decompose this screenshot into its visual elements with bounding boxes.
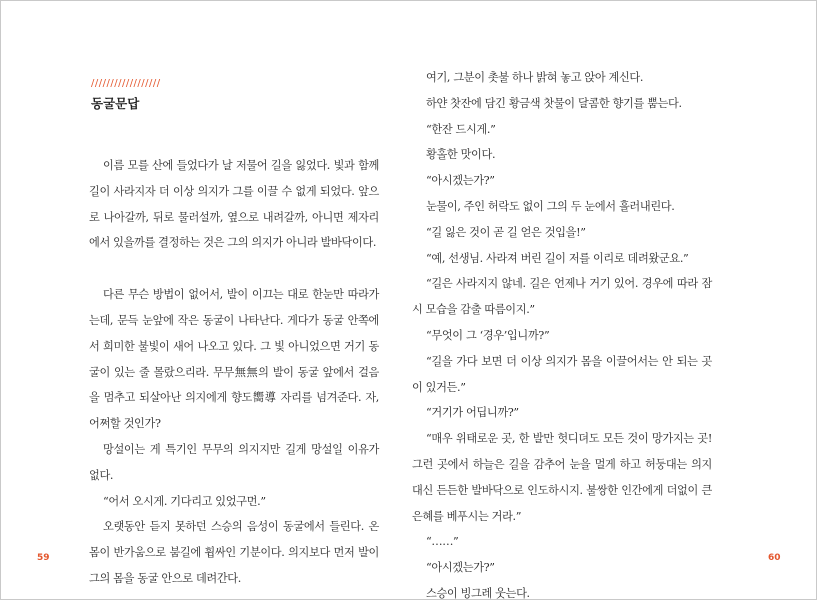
paragraph-gap [89, 256, 379, 282]
section-heading: 동굴문답 [91, 96, 140, 111]
paragraph: “매우 위태로운 곳, 한 발만 헛디뎌도 모든 것이 망가지는 곳! 그런 곳에서 하늘은 길을 감추어 눈을 멀게 하고 허둥대는 의지 대신 든든한 발바닥으로 인도하시지. 불쌍한 인간에게 더없이 큰 은혜를 베푸시는 거라.” [412, 432, 712, 523]
section-decoration: ////////////////// [91, 78, 161, 89]
paragraph: “무엇이 그 ‘경우’입니까?” [426, 328, 550, 342]
paragraph: 다른 무슨 방법이 없어서, 발이 이끄는 대로 한눈만 따라가는데, 문득 눈앞에 작은 동굴이 나타난다. 게다가 동굴 안쪽에서 희미한 불빛이 새어 나오고 있다. 그 빛 아니었으면 거기 동굴이 있는 줄 몰랐으리라. 무무無無의 발이 동굴 앞에서 걸음을 멈추고 되살아난 의지에게 향도嚮導 자리를 넘겨준다. 자, 어쩌할 것인가? [89, 288, 379, 431]
paragraph: 황홀한 맛이다. [426, 148, 496, 162]
paragraph: 눈물이, 주인 허락도 없이 그의 두 눈에서 흘러내린다. [426, 199, 675, 213]
right-body-text [412, 65, 712, 607]
paragraph: “아시겠는가?” [426, 561, 495, 575]
paragraph: “길은 사라지지 않네. 길은 언제나 거기 있어. 경우에 따라 잠시 모습을 감출 따름이지.” [412, 277, 712, 317]
paragraph: 하얀 찻잔에 담긴 황금색 찻물이 달콤한 향기를 뿜는다. [426, 96, 682, 110]
paragraph: “길을 가다 보면 더 이상 의지가 몸을 이끌어서는 안 되는 곳이 있거든.” [412, 354, 712, 394]
paragraph: “……” [426, 535, 459, 549]
paragraph: “한잔 드시게.” [426, 122, 496, 136]
left-page [1, 1, 411, 599]
paragraph: “어서 오시게. 기다리고 있었구먼.” [103, 494, 266, 508]
page-number: 60 [768, 553, 781, 563]
paragraph: 여기, 그분이 촛불 하나 밝혀 놓고 앉아 계신다. [426, 71, 644, 84]
paragraph: 이름 모를 산에 들었다가 날 저물어 길을 잃었다. 빛과 함께 길이 사라지자 더 이상 의지가 그를 이끌 수 없게 되었다. 앞으로 나아갈까, 뒤로 물러설까, 옆으로 내려갈까, 아니면 제자리에서 있을까를 결정하는 것은 그의 의지가 아니라 발바닥이다. [89, 159, 379, 250]
page-number: 59 [37, 553, 50, 563]
right-page [411, 1, 818, 599]
paragraph: “예, 선생님. 사라져 버린 길이 저를 이리로 데려왔군요.” [426, 251, 689, 265]
paragraph: 스승이 빙그레 웃는다. [426, 586, 530, 600]
paragraph: “아시겠는가?” [426, 174, 495, 188]
paragraph: “거기가 어딥니까?” [426, 406, 519, 420]
paragraph: 망설이는 게 특기인 무무의 의지지만 길게 망설일 이유가 없다. [89, 442, 379, 482]
paragraph: 오랫동안 듣지 못하던 스승의 음성이 동굴에서 들린다. 온몸이 반가움으로 붐길에 휩싸인 기분이다. 의지보다 먼저 발이 그의 몸을 동굴 안으로 데려간다. [89, 520, 379, 585]
paragraph: “길 잃은 것이 곧 길 얻은 것입을!” [426, 225, 586, 239]
left-body-text [89, 153, 379, 592]
